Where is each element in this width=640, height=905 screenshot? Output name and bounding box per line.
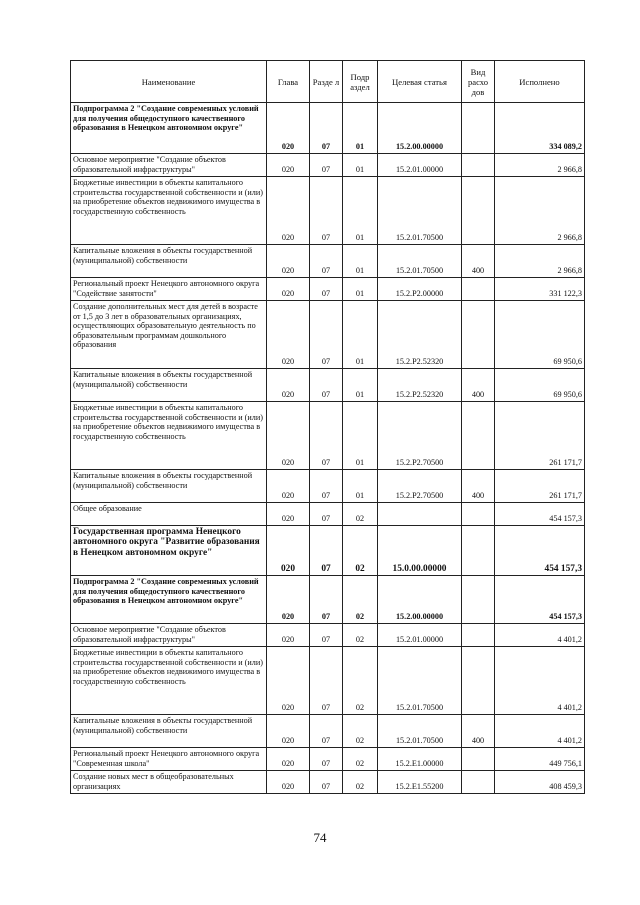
cell-glava: 020 (267, 647, 310, 715)
cell-name: Бюджетные инвестиции в объекты капитального строительства государственной собственности и (или) на приобретение объектов недвижимого имущества в государственную собственность (71, 402, 267, 470)
header-name: Наименование (71, 61, 267, 103)
table-row (71, 771, 585, 794)
cell-name: Бюджетные инвестиции в объекты капитального строительства государственной собственности и (или) на приобретение объектов недвижимого имущества в государственную собственность (71, 177, 267, 245)
cell-executed: 454 157,3 (495, 576, 585, 624)
cell-target: 15.2.01.70500 (378, 647, 462, 715)
header-razdel: Разде л (310, 61, 343, 103)
cell-podrazdel: 01 (343, 301, 378, 369)
cell-glava: 020 (267, 177, 310, 245)
cell-podrazdel: 02 (343, 771, 378, 794)
cell-vid (462, 301, 495, 369)
cell-podrazdel: 01 (343, 177, 378, 245)
budget-table (70, 60, 585, 794)
cell-executed: 2 966,8 (495, 245, 585, 278)
cell-glava: 020 (267, 301, 310, 369)
cell-glava: 020 (267, 278, 310, 301)
table-row (71, 647, 585, 715)
cell-target (378, 503, 462, 526)
cell-name: Капитальные вложения в объекты государственной (муниципальной) собственности (71, 470, 267, 503)
cell-vid (462, 177, 495, 245)
cell-executed: 4 401,2 (495, 647, 585, 715)
cell-glava: 020 (267, 748, 310, 771)
cell-razdel: 07 (310, 647, 343, 715)
header-target: Целевая статья (378, 61, 462, 103)
cell-target: 15.2.00.00000 (378, 103, 462, 154)
table-row (71, 245, 585, 278)
cell-executed: 408 459,3 (495, 771, 585, 794)
cell-target: 15.0.00.00000 (378, 526, 462, 576)
table-body (71, 103, 585, 794)
table-header-row (71, 61, 585, 103)
cell-name: Основное мероприятие "Создание объектов образовательной инфраструктуры" (71, 624, 267, 647)
cell-podrazdel: 02 (343, 576, 378, 624)
table-row (71, 470, 585, 503)
cell-target: 15.2.E1.55200 (378, 771, 462, 794)
table-row (71, 576, 585, 624)
cell-target: 15.2.01.70500 (378, 715, 462, 748)
cell-razdel: 07 (310, 526, 343, 576)
header-glava: Глава (267, 61, 310, 103)
header-podrazdel: Подр аздел (343, 61, 378, 103)
cell-glava: 020 (267, 154, 310, 177)
cell-target: 15.2.P2.52320 (378, 369, 462, 402)
cell-vid: 400 (462, 369, 495, 402)
cell-razdel: 07 (310, 103, 343, 154)
table-row (71, 301, 585, 369)
cell-target: 15.2.01.70500 (378, 177, 462, 245)
cell-vid (462, 647, 495, 715)
cell-razdel: 07 (310, 245, 343, 278)
cell-executed: 4 401,2 (495, 624, 585, 647)
cell-podrazdel: 02 (343, 647, 378, 715)
cell-podrazdel: 02 (343, 624, 378, 647)
cell-razdel: 07 (310, 470, 343, 503)
cell-target: 15.2.P2.70500 (378, 402, 462, 470)
cell-razdel: 07 (310, 177, 343, 245)
cell-razdel: 07 (310, 624, 343, 647)
cell-vid (462, 402, 495, 470)
cell-glava: 020 (267, 715, 310, 748)
cell-podrazdel: 02 (343, 748, 378, 771)
cell-executed: 334 089,2 (495, 103, 585, 154)
cell-glava: 020 (267, 503, 310, 526)
cell-podrazdel: 02 (343, 503, 378, 526)
cell-executed: 261 171,7 (495, 402, 585, 470)
cell-vid (462, 748, 495, 771)
table-row (71, 526, 585, 576)
cell-executed: 69 950,6 (495, 301, 585, 369)
cell-glava: 020 (267, 402, 310, 470)
cell-razdel: 07 (310, 576, 343, 624)
cell-vid (462, 503, 495, 526)
cell-name: Капитальные вложения в объекты государственной (муниципальной) собственности (71, 369, 267, 402)
cell-podrazdel: 02 (343, 526, 378, 576)
cell-name: Создание новых мест в общеобразовательных организациях (71, 771, 267, 794)
cell-vid (462, 278, 495, 301)
cell-executed: 2 966,8 (495, 154, 585, 177)
cell-vid (462, 576, 495, 624)
cell-glava: 020 (267, 245, 310, 278)
table-row (71, 278, 585, 301)
cell-name: Региональный проект Ненецкого автономного округа "Современная школа" (71, 748, 267, 771)
cell-target: 15.2.P2.52320 (378, 301, 462, 369)
cell-vid (462, 624, 495, 647)
cell-podrazdel: 01 (343, 154, 378, 177)
cell-podrazdel: 01 (343, 103, 378, 154)
cell-vid (462, 526, 495, 576)
cell-target: 15.2.01.70500 (378, 245, 462, 278)
cell-razdel: 07 (310, 748, 343, 771)
cell-razdel: 07 (310, 301, 343, 369)
table-row (71, 177, 585, 245)
cell-podrazdel: 01 (343, 278, 378, 301)
cell-razdel: 07 (310, 771, 343, 794)
cell-target: 15.2.E1.00000 (378, 748, 462, 771)
cell-glava: 020 (267, 470, 310, 503)
cell-name: Капитальные вложения в объекты государственной (муниципальной) собственности (71, 245, 267, 278)
cell-name: Создание дополнительных мест для детей в возрасте от 1,5 до 3 лет в образовательных организациях, осуществляющих образовательную деятельность по образовательным программам дошкольного образования (71, 301, 267, 369)
cell-vid: 400 (462, 715, 495, 748)
cell-razdel: 07 (310, 715, 343, 748)
cell-executed: 69 950,6 (495, 369, 585, 402)
cell-target: 15.2.P2.70500 (378, 470, 462, 503)
table-row (71, 402, 585, 470)
cell-vid: 400 (462, 245, 495, 278)
header-executed: Исполнено (495, 61, 585, 103)
header-vid: Вид расхо дов (462, 61, 495, 103)
cell-vid (462, 771, 495, 794)
cell-podrazdel: 01 (343, 470, 378, 503)
table-row (71, 748, 585, 771)
cell-glava: 020 (267, 103, 310, 154)
cell-razdel: 07 (310, 503, 343, 526)
cell-vid (462, 154, 495, 177)
cell-glava: 020 (267, 771, 310, 794)
cell-razdel: 07 (310, 154, 343, 177)
cell-podrazdel: 02 (343, 715, 378, 748)
cell-vid (462, 103, 495, 154)
table-row (71, 503, 585, 526)
cell-vid: 400 (462, 470, 495, 503)
table-row (71, 103, 585, 154)
cell-glava: 020 (267, 369, 310, 402)
cell-name: Капитальные вложения в объекты государственной (муниципальной) собственности (71, 715, 267, 748)
cell-glava: 020 (267, 526, 310, 576)
cell-podrazdel: 01 (343, 245, 378, 278)
cell-razdel: 07 (310, 278, 343, 301)
cell-razdel: 07 (310, 369, 343, 402)
table-row (71, 369, 585, 402)
cell-name: Основное мероприятие "Создание объектов образовательной инфраструктуры" (71, 154, 267, 177)
cell-target: 15.2.P2.00000 (378, 278, 462, 301)
table-row (71, 715, 585, 748)
cell-razdel: 07 (310, 402, 343, 470)
table-row (71, 154, 585, 177)
cell-name: Государственная программа Ненецкого автономного округа "Развитие образования в Ненецком автономном округе" (71, 526, 267, 576)
cell-executed: 2 966,8 (495, 177, 585, 245)
cell-target: 15.2.00.00000 (378, 576, 462, 624)
cell-name: Подпрограмма 2 "Создание современных условий для получения общедоступного качественного образования в Ненецком автономном округе" (71, 576, 267, 624)
cell-podrazdel: 01 (343, 402, 378, 470)
cell-target: 15.2.01.00000 (378, 154, 462, 177)
cell-executed: 454 157,3 (495, 503, 585, 526)
cell-target: 15.2.01.00000 (378, 624, 462, 647)
cell-name: Бюджетные инвестиции в объекты капитального строительства государственной собственности и (или) на приобретение объектов недвижимого имущества в государственную собственность (71, 647, 267, 715)
cell-executed: 331 122,3 (495, 278, 585, 301)
cell-podrazdel: 01 (343, 369, 378, 402)
cell-name: Общее образование (71, 503, 267, 526)
cell-executed: 449 756,1 (495, 748, 585, 771)
cell-executed: 261 171,7 (495, 470, 585, 503)
cell-executed: 454 157,3 (495, 526, 585, 576)
cell-glava: 020 (267, 624, 310, 647)
table-row (71, 624, 585, 647)
cell-name: Региональный проект Ненецкого автономного округа "Содействие занятости" (71, 278, 267, 301)
page-number: 74 (313, 830, 327, 845)
cell-glava: 020 (267, 576, 310, 624)
cell-executed: 4 401,2 (495, 715, 585, 748)
cell-name: Подпрограмма 2 "Создание современных условий для получения общедоступного качественного образования в Ненецком автономном округе" (71, 103, 267, 154)
